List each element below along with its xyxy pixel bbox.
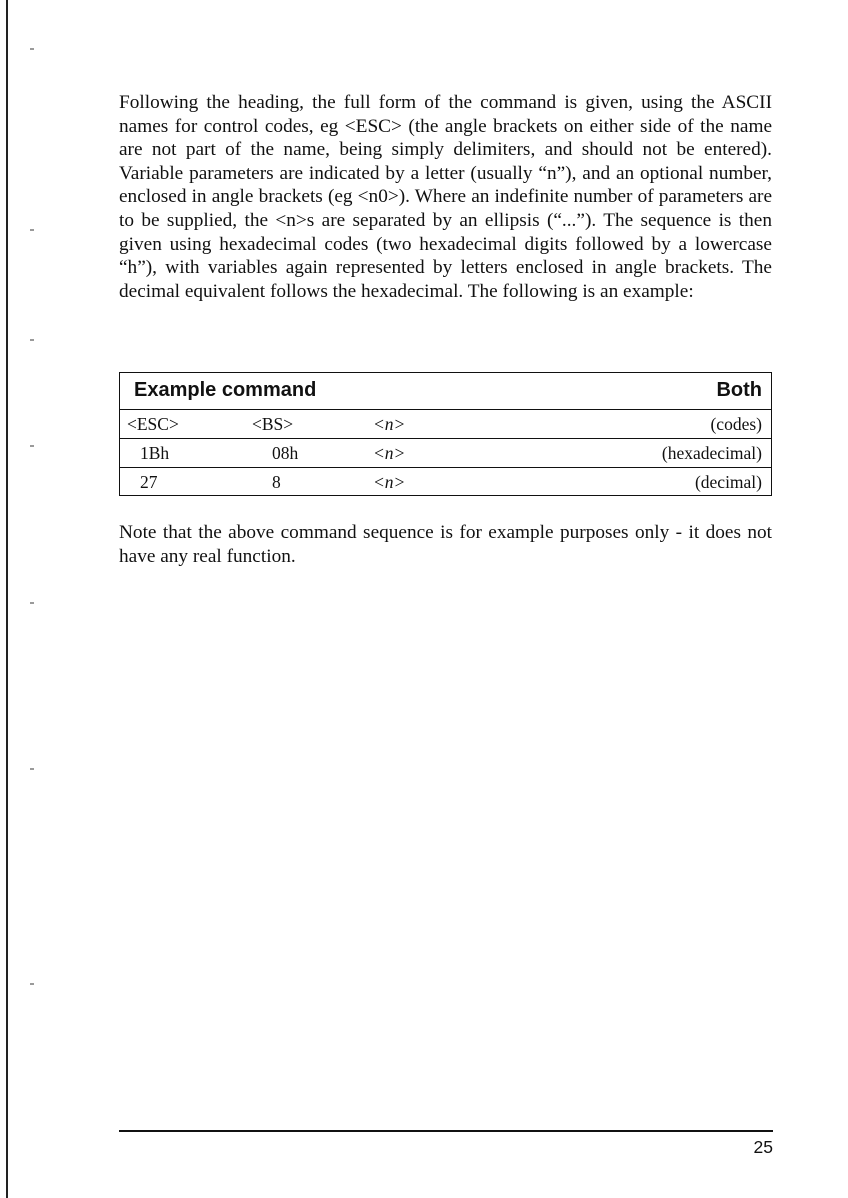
code-cell: <ESC> (127, 414, 179, 434)
command-box-title: Example command (134, 379, 317, 401)
code-cell: <n> (373, 472, 406, 492)
row-description: (decimal) (694, 472, 762, 492)
code-cell: <n> (373, 443, 406, 463)
scan-speck (30, 445, 34, 447)
code-cell: <n> (373, 414, 406, 434)
scan-speck (30, 48, 34, 50)
code-cell: 27 (140, 472, 158, 492)
note-paragraph: Note that the above command sequence is for example purposes only - it does not have any real function. (119, 522, 772, 567)
footer-rule (119, 1130, 773, 1132)
page-binding-edge (6, 0, 8, 1198)
scan-speck (30, 768, 34, 770)
command-row-hexadecimal (120, 438, 771, 467)
scan-speck (30, 602, 34, 604)
scan-speck (30, 983, 34, 985)
command-box-mode: Both (716, 379, 762, 401)
row-description: (hexadecimal) (661, 443, 762, 463)
code-cell: 8 (272, 472, 281, 492)
command-row-decimal (120, 467, 771, 496)
page-number: 25 (753, 1137, 773, 1157)
command-box-header (120, 373, 771, 410)
code-cell: 1Bh (140, 443, 170, 463)
row-description: (codes) (710, 414, 762, 434)
scan-speck (30, 229, 34, 231)
intro-paragraph: Following the heading, the full form of the command is given, using the ASCII names for control codes, eg <ESC> (the angle brackets on either side of the name are not part of the name, being simply delimiters, and should not be entered). Variable parameters are indicated by a letter (usually “n”), and an optional number, enclosed in angle brackets (eg <n0>). Where an indefinite number of parameters are to be supplied, the <n>s are separated by an ellipsis (“...”). The sequence is then given using hexadecimal codes (two hexadecimal digits followed by a lowercase “h”), with variables again represented by letters enclosed in angle brackets. The decimal equivalent follows the hexadecimal. The following is an example: (119, 92, 772, 302)
example-command-box (119, 372, 772, 496)
scan-speck (30, 339, 34, 341)
code-cell: 08h (272, 443, 299, 463)
code-cell: <BS> (252, 414, 294, 434)
command-row-codes (120, 410, 771, 438)
